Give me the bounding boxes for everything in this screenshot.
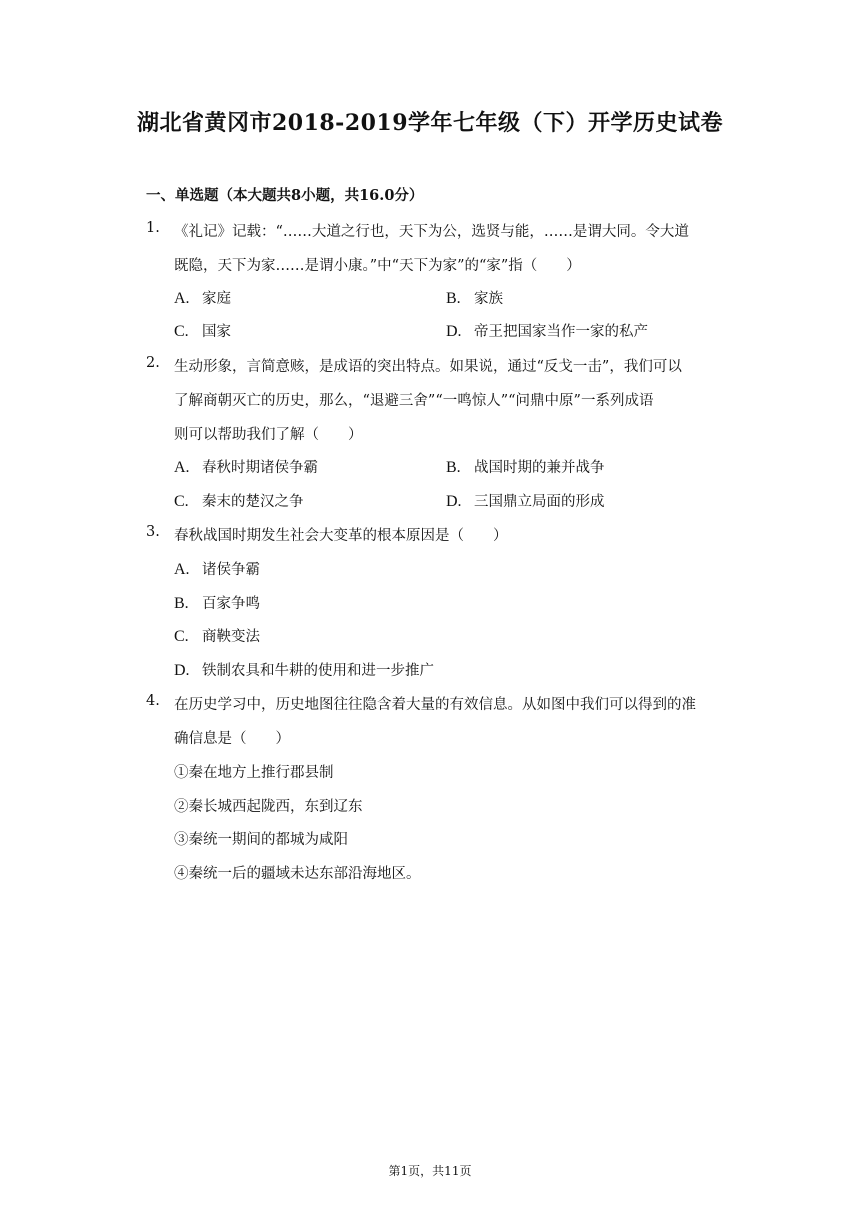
option-label: D. xyxy=(446,493,462,510)
exam-title: 湖北省黄冈市2018-2019学年七年级（下）开学历史试卷 xyxy=(136,110,724,136)
option-label: B. xyxy=(446,459,461,476)
option-b[interactable] xyxy=(174,592,260,613)
option-d[interactable] xyxy=(446,320,648,341)
option-text: 三国鼎立局面的形成 xyxy=(474,494,605,510)
option-label: A. xyxy=(174,290,190,307)
option-text: 百家争鸣 xyxy=(202,596,260,612)
option-c[interactable] xyxy=(174,625,260,646)
option-a[interactable] xyxy=(174,287,231,308)
option-label: A. xyxy=(174,459,190,476)
option-text: 战国时期的兼并战争 xyxy=(474,460,605,476)
option-text: 帝王把国家当作一家的私产 xyxy=(474,324,648,340)
option-label: B. xyxy=(446,290,461,307)
page-footer: 第1页，共11页 xyxy=(388,1164,472,1178)
question-number: 4. xyxy=(146,693,160,709)
question-text-line: 了解商朝灭亡的历史，那么，“退避三舍”“一鸣惊人”“问鼎中原”一系列成语 xyxy=(174,393,654,409)
option-c[interactable] xyxy=(174,490,304,511)
option-label: A. xyxy=(174,561,190,578)
statement-item: ①秦在地方上推行郡县制 xyxy=(174,765,334,781)
option-text: 诸侯争霸 xyxy=(202,562,260,578)
option-text: 家庭 xyxy=(202,291,231,307)
option-d[interactable] xyxy=(446,490,605,511)
option-label: C. xyxy=(174,323,189,340)
option-text: 春秋时期诸侯争霸 xyxy=(202,460,318,476)
option-label: D. xyxy=(174,662,190,679)
question-text-line: 生动形象，言简意赅，是成语的突出特点。如果说，通过“反戈一击”，我们可以 xyxy=(174,359,682,375)
option-label: C. xyxy=(174,628,189,645)
option-text: 秦末的楚汉之争 xyxy=(202,494,304,510)
option-b[interactable] xyxy=(446,287,503,308)
statement-item: ③秦统一期间的都城为咸阳 xyxy=(174,832,348,848)
option-label: D. xyxy=(446,323,462,340)
question-number: 1. xyxy=(146,220,160,236)
section-heading: 一、单选题（本大题共8小题，共16.0分） xyxy=(146,187,424,204)
question-text-line: 既隐，天下为家……是谓小康。”中“天下为家”的“家”指（ ） xyxy=(174,258,581,274)
option-a[interactable] xyxy=(174,558,260,579)
option-label: C. xyxy=(174,493,189,510)
statement-item: ②秦长城西起陇西，东到辽东 xyxy=(174,799,363,815)
question-number: 3. xyxy=(146,524,160,540)
option-d[interactable] xyxy=(174,659,434,680)
option-text: 国家 xyxy=(202,324,231,340)
option-c[interactable] xyxy=(174,320,231,341)
option-label: B. xyxy=(174,595,189,612)
option-b[interactable] xyxy=(446,456,605,477)
option-text: 商鞅变法 xyxy=(202,629,260,645)
option-a[interactable] xyxy=(174,456,318,477)
option-text: 家族 xyxy=(474,291,503,307)
question-text-line: 春秋战国时期发生社会大变革的根本原因是（ ） xyxy=(174,528,508,544)
question-text-line: 则可以帮助我们了解（ ） xyxy=(174,427,363,443)
question-text-line: 确信息是（ ） xyxy=(174,731,290,747)
statement-item: ④秦统一后的疆域未达东部沿海地区。 xyxy=(174,866,421,882)
question-text-line: 在历史学习中，历史地图往往隐含着大量的有效信息。从如图中我们可以得到的准 xyxy=(174,697,696,713)
option-text: 铁制农具和牛耕的使用和进一步推广 xyxy=(202,663,434,679)
question-text-line: 《礼记》记载：“……大道之行也，天下为公，选贤与能，……是谓大同。令大道 xyxy=(174,224,689,240)
question-number: 2. xyxy=(146,355,160,371)
